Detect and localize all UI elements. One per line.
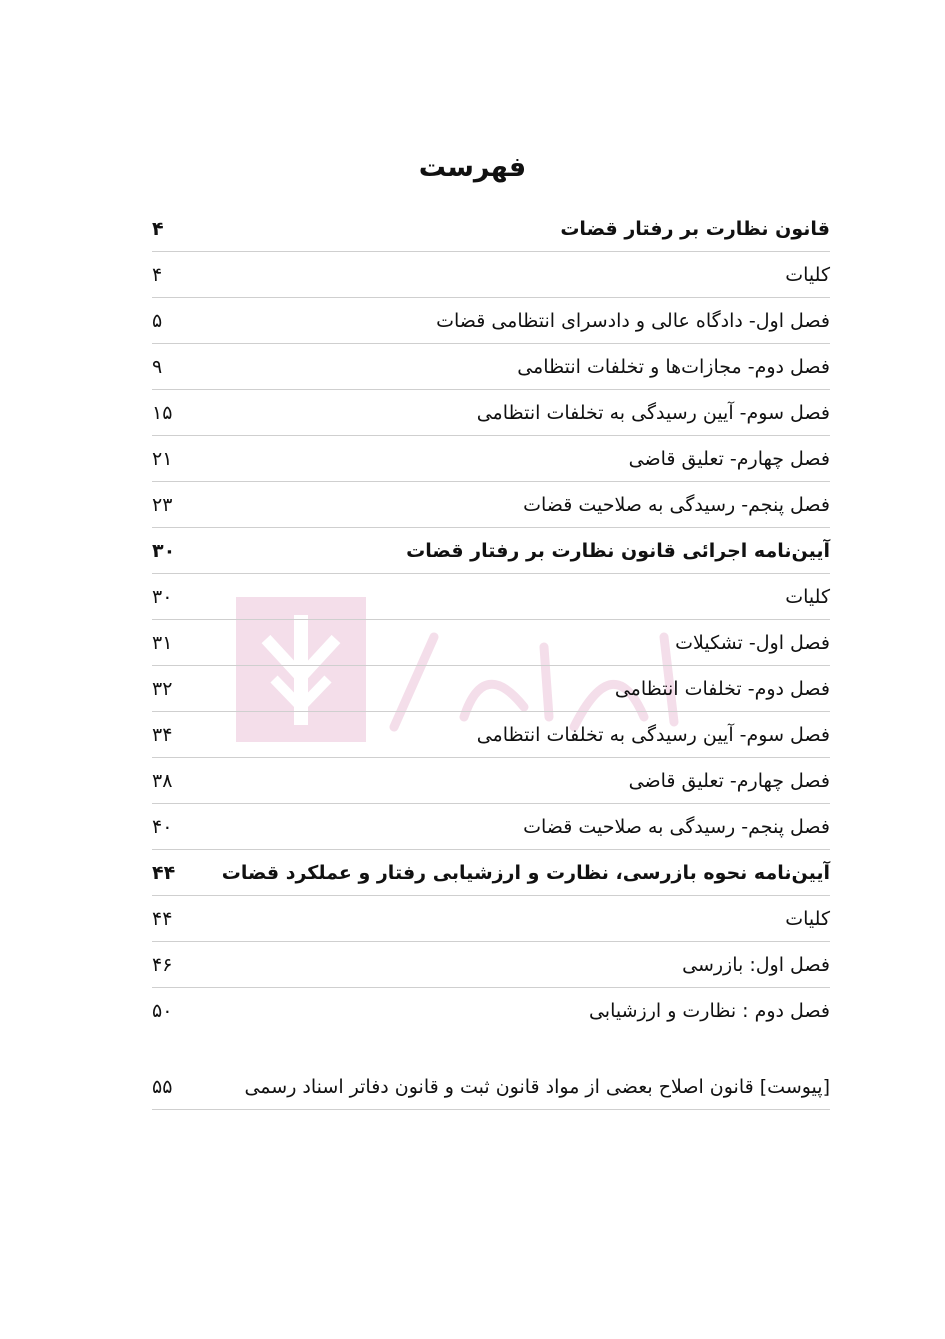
- toc-entry-label: کلیات: [785, 263, 830, 286]
- toc-entry-label: آیین‌نامه نحوه بازرسی، نظارت و ارزشیابی رفتار و عملکرد قضات: [221, 861, 830, 884]
- toc-entry: [152, 712, 830, 758]
- toc-entry: [152, 804, 830, 850]
- toc-entry: [152, 252, 830, 298]
- toc-entry-label: فصل پنجم- رسیدگی به صلاحیت قضات: [523, 493, 830, 516]
- toc-entry-label: فصل دوم- تخلفات انتظامی: [614, 677, 830, 700]
- page-title: فهرست: [418, 152, 527, 183]
- toc-entry-label: آیین‌نامه اجرائی قانون نظارت بر رفتار قضات: [406, 539, 830, 562]
- toc-entry: [152, 988, 830, 1034]
- toc-entry: [152, 896, 830, 942]
- toc-entry: [152, 298, 830, 344]
- toc-entry-page-number: ۳۲: [152, 677, 173, 700]
- toc-entry-page-number: ۴۴: [152, 907, 173, 930]
- toc-entry-page-number: ۳۸: [152, 769, 173, 792]
- toc-entry: [152, 574, 830, 620]
- toc-entry-label: فصل دوم- مجازات‌ها و تخلفات انتظامی: [517, 355, 830, 378]
- toc-entry-page-number: ۴: [152, 263, 163, 286]
- toc-entry-page-number: ۴: [152, 217, 164, 240]
- toc-entry-label: فصل دوم : نظارت و ارزشیابی: [588, 1000, 830, 1022]
- toc-entry-page-number: ۴۴: [152, 861, 176, 884]
- toc-entry-page-number: ۲۱: [152, 447, 173, 470]
- toc-entry-label: فصل چهارم- تعلیق قاضی: [628, 447, 830, 470]
- toc-entry-label: فصل اول: بازرسی: [682, 953, 830, 976]
- toc-entry-page-number: ۴۶: [152, 953, 173, 976]
- toc-entry-page-number: ۹: [152, 355, 163, 378]
- toc-entry-label: قانون نظارت بر رفتار قضات: [560, 217, 830, 240]
- toc-appendix-entry: [152, 1064, 830, 1110]
- toc-entry-label: فصل پنجم- رسیدگی به صلاحیت قضات: [523, 815, 830, 838]
- toc-entry: [152, 436, 830, 482]
- toc-entry: [152, 344, 830, 390]
- toc-entry-page-number: ۵۵: [152, 1075, 173, 1098]
- toc-entry-label: فصل اول- تشکیلات: [675, 631, 830, 654]
- toc-entry-label: کلیات: [785, 907, 830, 930]
- toc-entry-page-number: ۳۱: [152, 631, 173, 654]
- toc-entry-page-number: ۱۵: [152, 401, 173, 424]
- toc-entry-page-number: ۳۰: [152, 539, 176, 562]
- toc-section-heading: [152, 850, 830, 896]
- toc-entry-label: فصل چهارم- تعلیق قاضی: [628, 769, 830, 792]
- toc-entry-page-number: ۲۳: [152, 493, 173, 516]
- toc-entry: [152, 482, 830, 528]
- toc-entry-label: [پیوست] قانون اصلاح بعضی از مواد قانون ثبت و قانون دفاتر اسناد رسمی: [244, 1075, 830, 1098]
- toc-entry: [152, 666, 830, 712]
- toc-entry-page-number: ۳۰: [152, 585, 173, 608]
- toc-entry-label: فصل سوم- آیین رسیدگی به تخلفات انتظامی: [476, 723, 830, 746]
- toc-entry: [152, 390, 830, 436]
- toc-section-heading: [152, 206, 830, 252]
- toc-entry-label: فصل سوم- آیین رسیدگی به تخلفات انتظامی: [476, 401, 830, 424]
- toc-entry-page-number: ۵: [152, 309, 163, 332]
- toc-entry-label: فصل اول- دادگاه عالی و دادسرای انتظامی قضات: [436, 309, 830, 332]
- toc-entry-label: کلیات: [785, 585, 830, 608]
- toc-entry-page-number: ۵۰: [152, 1000, 173, 1022]
- toc-entry-page-number: ۳۴: [152, 723, 173, 746]
- toc-entry: [152, 620, 830, 666]
- toc-entry: [152, 942, 830, 988]
- toc-entry-page-number: ۴۰: [152, 815, 173, 838]
- toc-section-heading: [152, 528, 830, 574]
- table-of-contents: [152, 206, 830, 1110]
- toc-entry: [152, 758, 830, 804]
